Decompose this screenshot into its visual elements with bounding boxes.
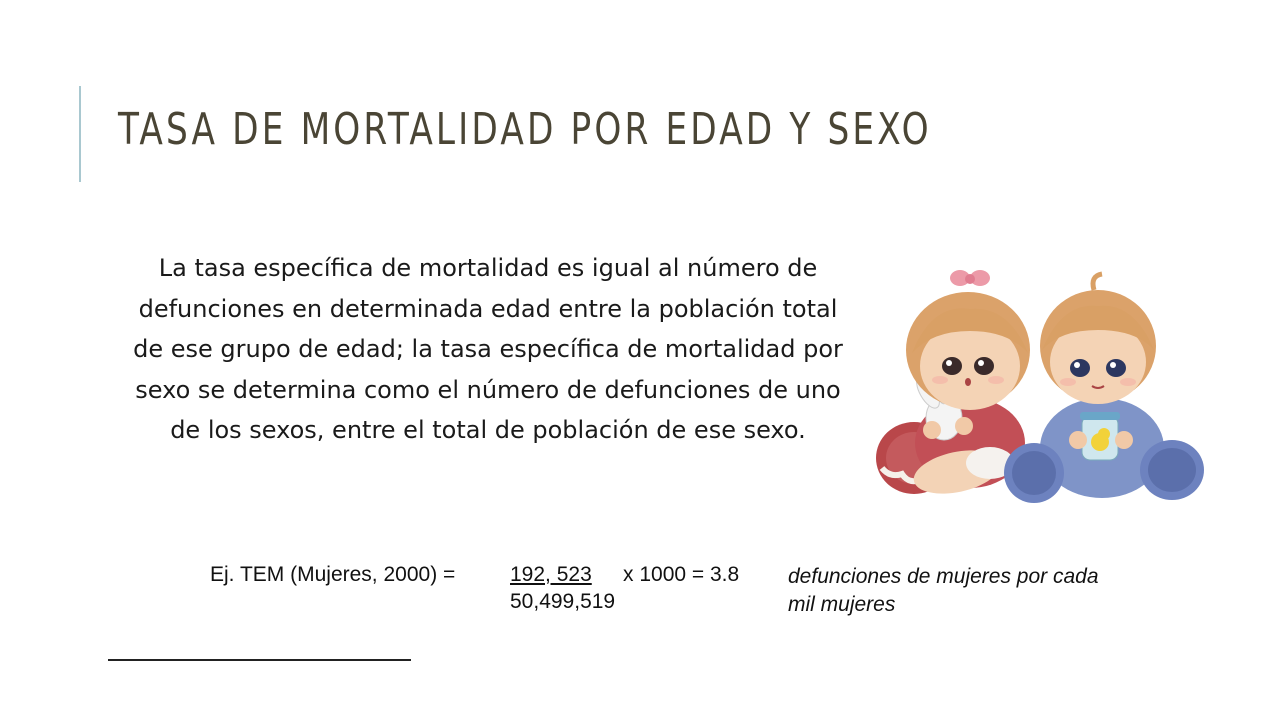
boy-figure — [1004, 274, 1204, 503]
formula-denominator: 50,499,519 — [510, 590, 616, 613]
slide-title: TASA DE MORTALIDAD POR EDAD Y SEXO — [118, 104, 932, 155]
formula-lead: Ej. TEM (Mujeres, 2000) = — [210, 563, 456, 586]
example-formula — [210, 560, 1099, 620]
body-paragraph: La tasa específica de mortalidad es igual al número de defunciones en determinada edad entre la población total de ese grupo de edad; la tasa específica de mortalidad por sexo se determina como el número de defunciones de uno de los sexos, entre el total de población de ese sexo. — [133, 254, 843, 444]
two-babies-illustration — [872, 258, 1212, 518]
formula-numerator: 192, 523 — [510, 563, 592, 586]
title-accent-line — [79, 86, 81, 182]
formula-description: defunciones de mujeres por cada mil mujeres — [788, 565, 1099, 616]
formula-multiplier: x 1000 = 3.8 — [623, 563, 740, 586]
bottom-rule — [108, 659, 411, 661]
